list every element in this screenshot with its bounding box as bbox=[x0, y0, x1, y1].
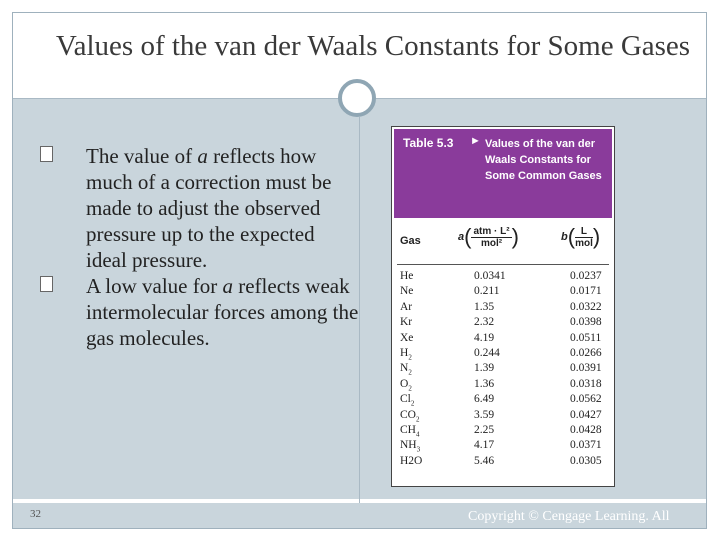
cell-b: 0.0171 bbox=[570, 285, 602, 298]
cell-gas: $Cl_2$ bbox=[400, 393, 415, 408]
column-a-symbol: a bbox=[458, 230, 465, 243]
cell-gas: $CO_2$ bbox=[400, 408, 420, 423]
paren-right-icon: ) bbox=[511, 224, 519, 249]
cell-a: 0.244 bbox=[474, 346, 500, 359]
unit-b-denominator: mol bbox=[575, 237, 593, 249]
cell-b: 0.0398 bbox=[570, 316, 602, 329]
cell-gas: $H_2$ bbox=[400, 346, 412, 362]
title-circle-ornament bbox=[338, 79, 376, 117]
table-row bbox=[400, 315, 610, 330]
table-label: Table 5.3 bbox=[403, 136, 454, 150]
paren-right-icon: ) bbox=[592, 224, 601, 249]
table-row bbox=[400, 423, 610, 438]
cell-a: 1.36 bbox=[474, 377, 495, 390]
cell-b: 0.0511 bbox=[570, 331, 602, 344]
bullet-text-suffix: reflects how much of a correction must be made to adjust the observed pressure up to the expected ideal pressure. bbox=[86, 144, 332, 272]
paren-left-icon: ( bbox=[464, 224, 472, 249]
table-row bbox=[400, 331, 610, 346]
table-header-rule bbox=[397, 264, 609, 265]
cell-gas: Kr bbox=[400, 316, 413, 329]
table-row bbox=[400, 392, 610, 407]
table-row bbox=[400, 438, 610, 453]
slide-number: 32 bbox=[30, 508, 41, 520]
cell-a: 0.0341 bbox=[474, 270, 506, 282]
unit-b-numerator: L bbox=[575, 226, 593, 238]
cell-gas: $CH_4$ bbox=[400, 423, 420, 439]
cell-a: 5.46 bbox=[474, 454, 495, 467]
cell-b: 0.0428 bbox=[570, 423, 602, 436]
cell-gas: H2O bbox=[400, 454, 423, 467]
cell-b: 0.0237 bbox=[570, 270, 602, 282]
cell-gas: $O_2$ bbox=[400, 377, 412, 393]
cell-a: 0.211 bbox=[474, 285, 500, 298]
table-row bbox=[400, 377, 610, 392]
cell-a: 4.19 bbox=[474, 331, 495, 344]
table-header-band bbox=[394, 129, 612, 218]
bullet-text-prefix: The value of bbox=[86, 144, 198, 168]
cell-a: 2.25 bbox=[474, 423, 495, 436]
table-row bbox=[400, 346, 610, 361]
copyright-text: Copyright © Cengage Learning. All bbox=[468, 509, 670, 524]
cell-gas: $NH_3$ bbox=[400, 439, 421, 454]
cell-a: 3.59 bbox=[474, 408, 495, 421]
bullet-text-suffix: reflects weak intermolecular forces among the gas molecules. bbox=[86, 274, 359, 350]
cell-gas: Xe bbox=[400, 331, 414, 344]
table-row bbox=[400, 361, 610, 376]
bullet-box-icon bbox=[40, 276, 53, 292]
table-row bbox=[400, 284, 610, 299]
cell-a: 6.49 bbox=[474, 393, 495, 406]
cell-b: 0.0266 bbox=[570, 346, 602, 359]
unit-a-denominator: mol² bbox=[480, 237, 503, 249]
cell-b: 0.0391 bbox=[570, 362, 602, 375]
table-title: Values of the van der Waals Constants for Some Common Gases bbox=[485, 138, 602, 182]
slide-title: Values of the van der Waals Constants for Some Gases bbox=[55, 30, 691, 62]
unit-a-numerator: atm · L² bbox=[473, 225, 510, 237]
cell-gas: He bbox=[400, 270, 414, 282]
unit-a-fraction bbox=[471, 226, 511, 249]
cell-b: 0.0318 bbox=[570, 377, 602, 390]
bullet-text-italic: a bbox=[222, 274, 233, 298]
constants-table bbox=[391, 126, 615, 487]
paren-left-icon: ( bbox=[567, 224, 576, 249]
cell-gas: Ar bbox=[400, 300, 413, 313]
table-row bbox=[400, 454, 610, 469]
table-row bbox=[400, 269, 610, 284]
bullet-text-prefix: A low value for bbox=[86, 274, 223, 298]
unit-b-fraction bbox=[575, 226, 593, 249]
cell-b: 0.0562 bbox=[570, 393, 602, 406]
table-row bbox=[400, 300, 610, 315]
table-arrow-icon: ► bbox=[470, 135, 481, 147]
cell-gas: $N_2$ bbox=[400, 362, 412, 377]
cell-a: 2.32 bbox=[474, 316, 495, 329]
cell-a: 1.35 bbox=[474, 300, 495, 313]
cell-a: 1.39 bbox=[474, 362, 495, 375]
column-header-b bbox=[561, 224, 600, 268]
table-body bbox=[400, 269, 610, 469]
cell-a: 4.17 bbox=[474, 439, 495, 452]
bullet-text-italic: a bbox=[197, 144, 208, 168]
bullet-list bbox=[40, 143, 360, 351]
bullet-item bbox=[40, 143, 360, 273]
cell-b: 0.0305 bbox=[570, 454, 602, 467]
table-row bbox=[400, 408, 610, 423]
column-b-symbol: b bbox=[561, 230, 568, 243]
column-header-a bbox=[458, 224, 519, 268]
cell-b: 0.0371 bbox=[570, 439, 602, 452]
cell-b: 0.0322 bbox=[570, 300, 602, 313]
cell-gas: Ne bbox=[400, 285, 414, 298]
column-header-gas: Gas bbox=[400, 235, 421, 247]
bullet-item bbox=[40, 273, 360, 351]
cell-b: 0.0427 bbox=[570, 408, 602, 421]
bullet-box-icon bbox=[40, 146, 53, 162]
